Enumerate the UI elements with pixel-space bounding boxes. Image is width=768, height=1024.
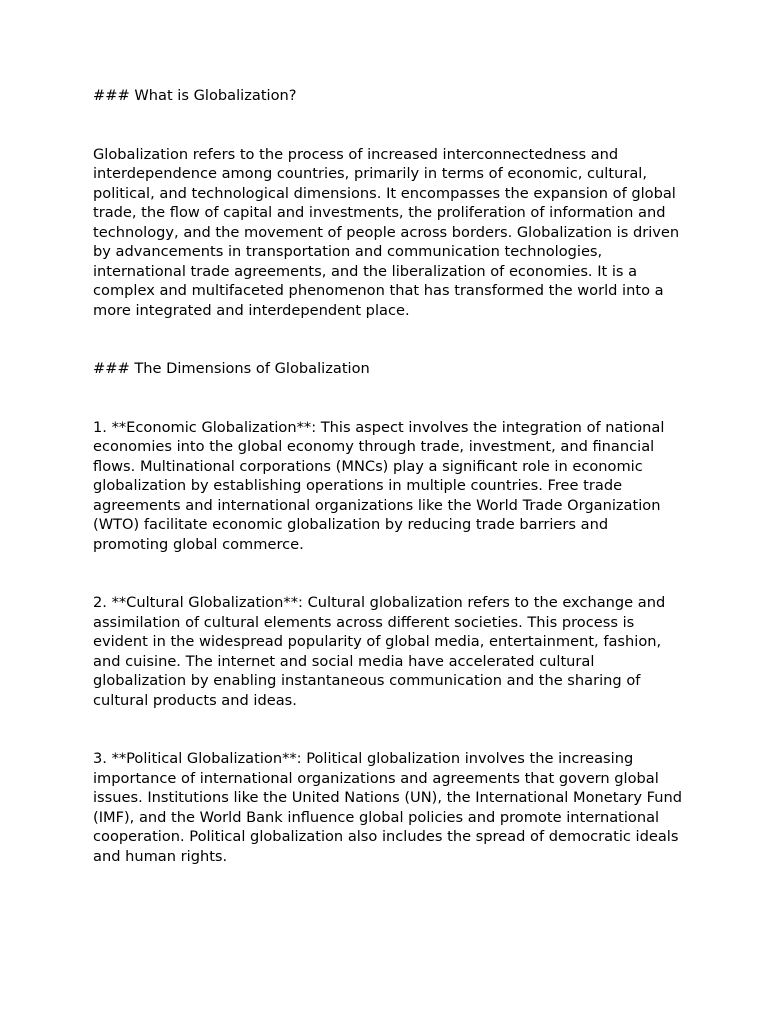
list-item-cultural-globalization: 2. **Cultural Globalization**: Cultural globalization refers to the exchange and assimilation of cultural elements across different societies. This process is evident in the widespread popularity of global media, entertainment, fashion, and cuisine. The internet and social media have accelerated cultural globalization by enabling instantaneous communication and the sharing of cultural products and ideas. xyxy=(93,594,666,709)
section-heading-what-is-globalization: ### What is Globalization? xyxy=(93,87,297,104)
list-item-economic-globalization: 1. **Economic Globalization**: This aspect involves the integration of national economies into the global economy through trade, investment, and financial flows. Multinational corporations (MNCs) play a significant role in economic globalization by establishing operations in multiple countries. Free trade agreements and international organizations like the World Trade Organization (WTO) facilitate economic globalization by reducing trade barriers and promoting global commerce. xyxy=(93,418,665,553)
list-item-political-globalization: 3. **Political Globalization**: Political globalization involves the increasing importance of international organizations and agreements that govern global issues. Institutions like the United Nations (UN), the International Monetary Fund (IMF), and the World Bank influence global policies and promote international cooperation. Political globalization also includes the spread of democratic ideals and human rights. xyxy=(93,750,683,865)
paragraph-globalization-definition: Globalization refers to the process of increased interconnectedness and interdependence among countries, primarily in terms of economic, cultural, political, and technological dimensions. It encompasses the expansion of global trade, the flow of capital and investments, the proliferation of information and technology, and the movement of people across borders. Globalization is driven by advancements in transportation and communication technologies, international trade agreements, and the liberalization of economies. It is a complex and multifaceted phenomenon that has transformed the world into a more integrated and interdependent place. xyxy=(93,145,680,319)
document-page xyxy=(93,86,683,905)
section-heading-dimensions: ### The Dimensions of Globalization xyxy=(93,360,370,377)
